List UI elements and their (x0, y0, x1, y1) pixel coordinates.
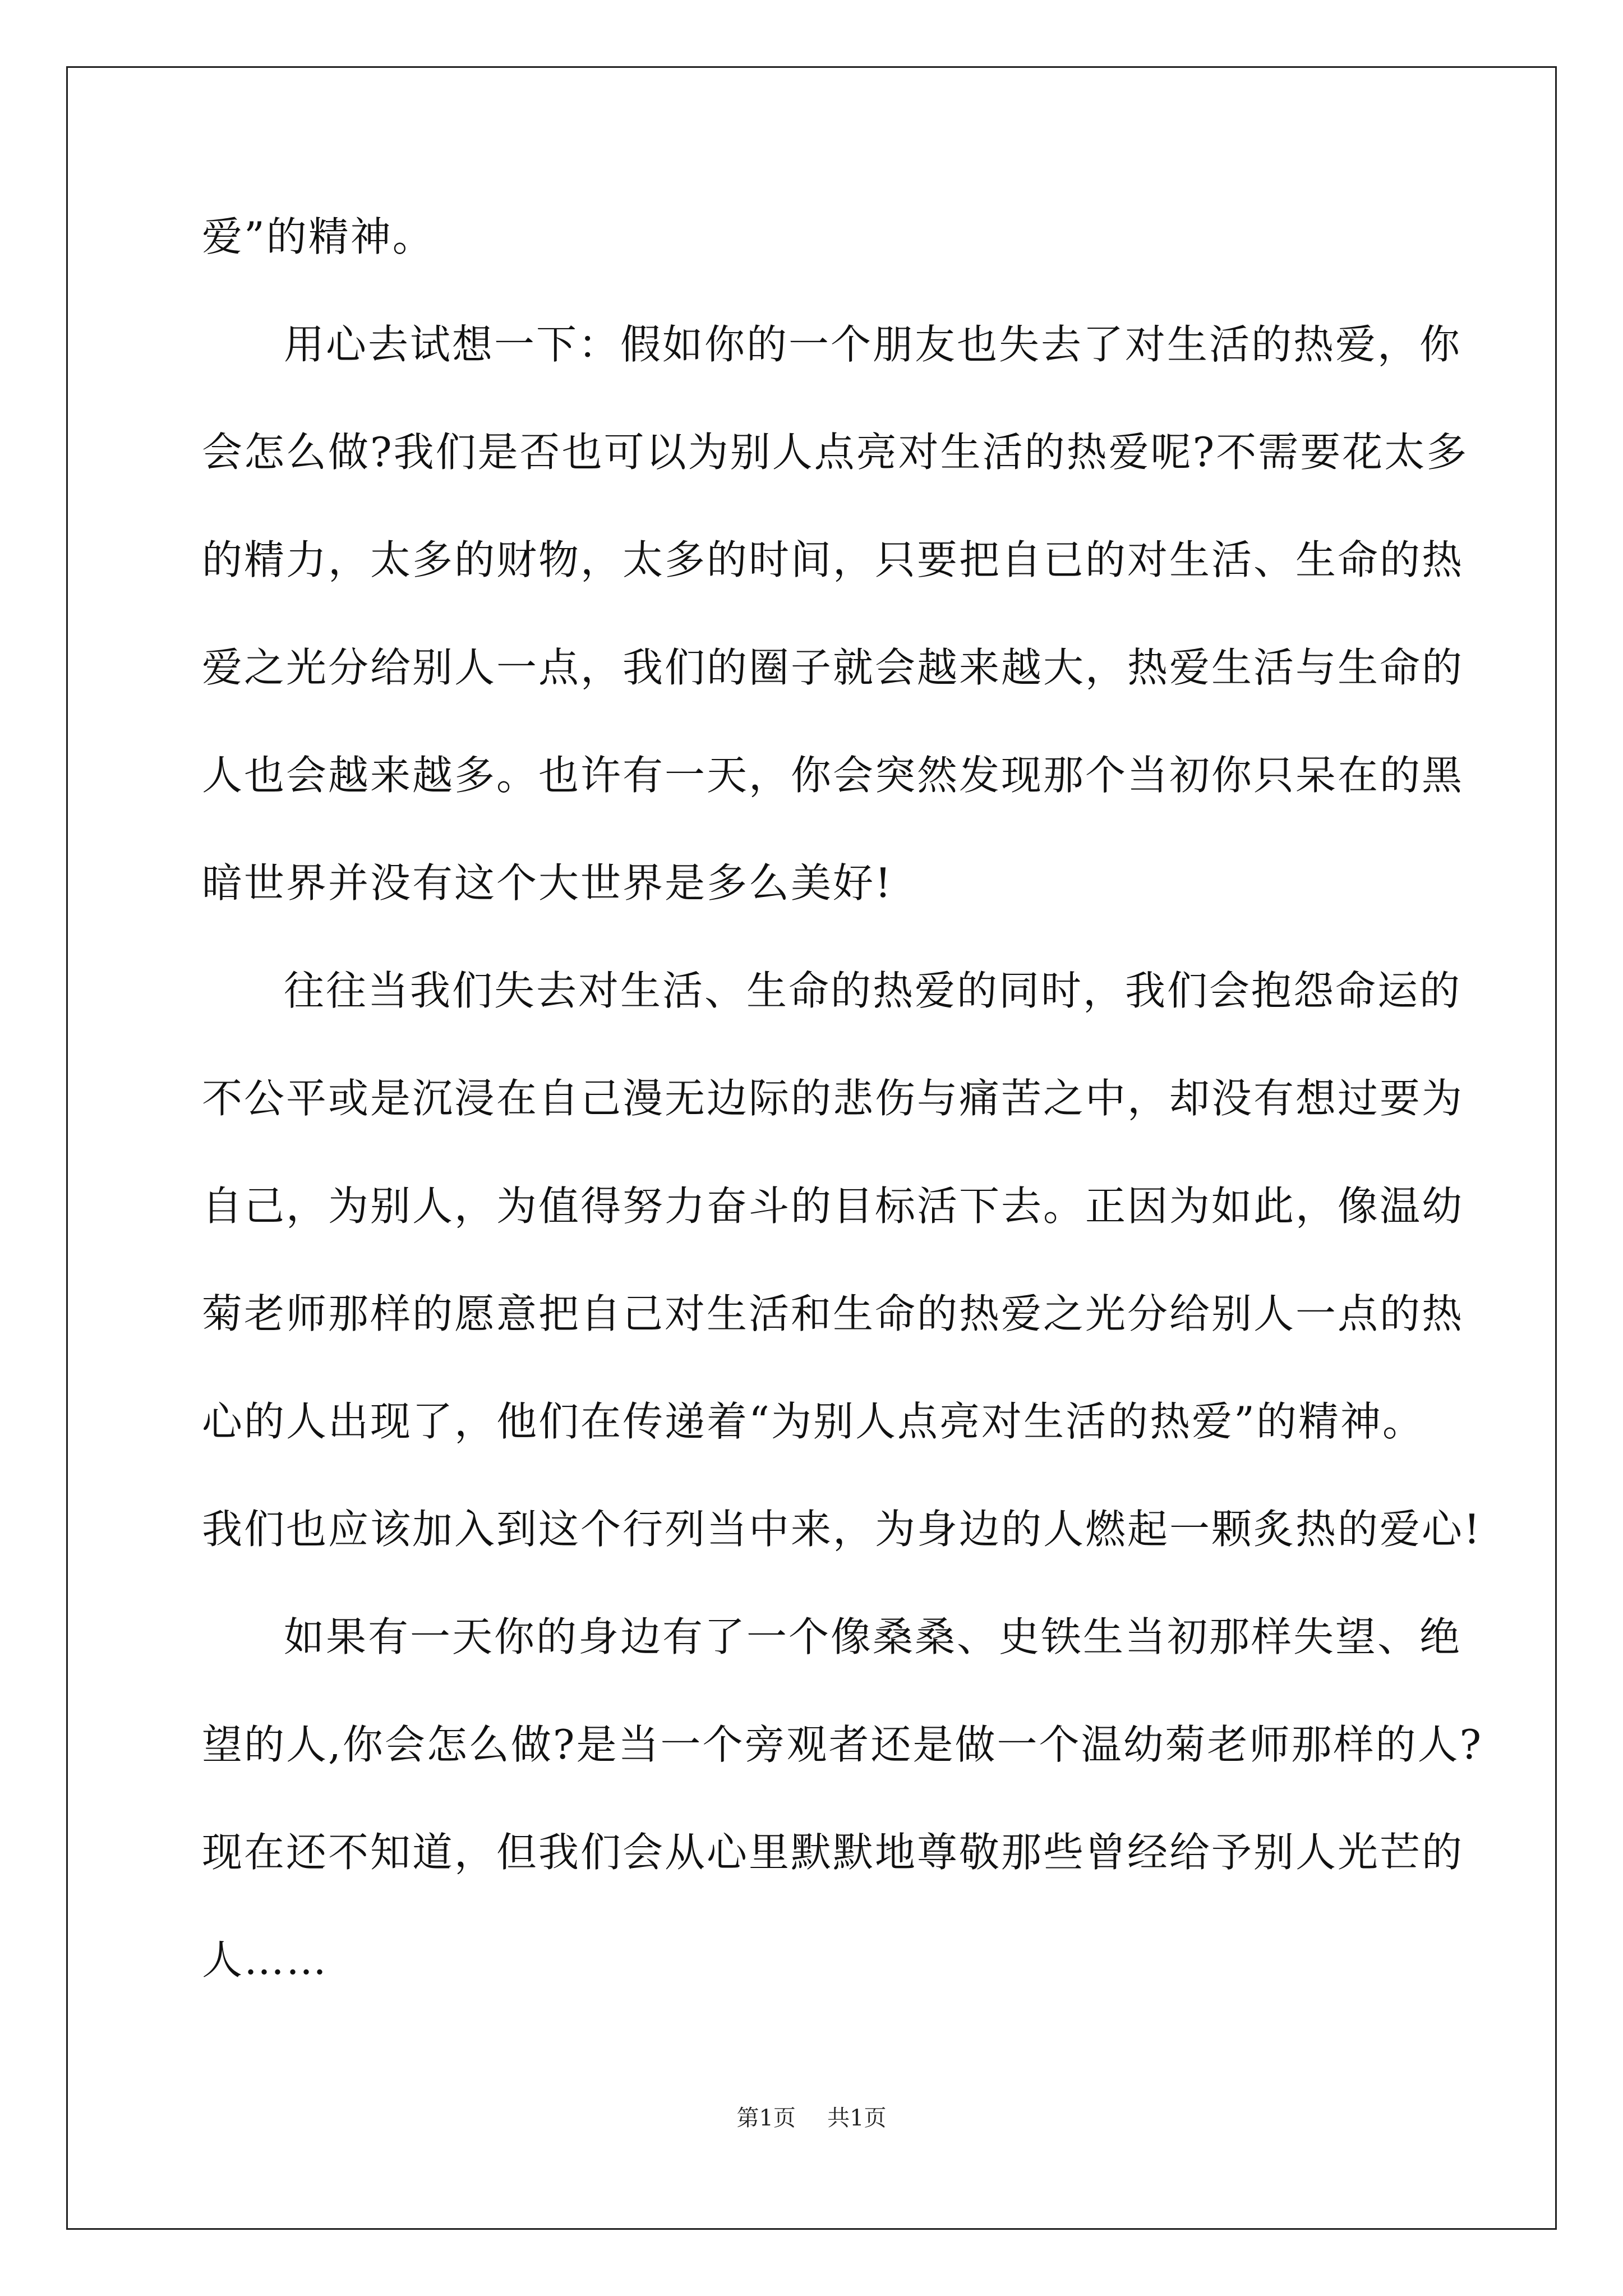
text-line: 自己，为别人，为值得努力奋斗的目标活下去。正因为如此，像温幼 (202, 1182, 1464, 1230)
page-footer (0, 2101, 1623, 2135)
text-line: 爱之光分给别人一点，我们的圈子就会越来越大，热爱生活与生命的 (202, 644, 1464, 691)
paragraph-start-line: 用心去试想一下：假如你的一个朋友也失去了对生活的热爱，你 (284, 321, 1462, 368)
text-line: 菊老师那样的愿意把自己对生活和生命的热爱之光分给别人一点的热 (202, 1290, 1464, 1337)
text-line: 望的人,你会怎么做?是当一个旁观者还是做一个温幼菊老师那样的人? (202, 1721, 1483, 1768)
text-line: 爱”的精神。 (202, 213, 435, 260)
text-line: 心的人出现了，他们在传递着“为别人点亮对生活的热爱”的精神。 (202, 1398, 1424, 1445)
paragraph-start-line: 如果有一天你的身边有了一个像桑桑、史铁生当初那样失望、绝 (284, 1613, 1462, 1660)
page-total: 共1页 (827, 2105, 887, 2131)
text-line: 会怎么做?我们是否也可以为别人点亮对生活的热爱呢?不需要花太多 (202, 429, 1469, 476)
page-number: 第1页 (736, 2105, 796, 2131)
text-line: 人…… (202, 1936, 329, 1984)
text-line: 暗世界并没有这个大世界是多么美好! (202, 859, 893, 907)
text-line: 人也会越来越多。也许有一天，你会突然发现那个当初你只呆在的黑 (202, 752, 1464, 799)
page-border (66, 66, 1557, 2230)
text-line: 不公平或是沉浸在自己漫无边际的悲伤与痛苦之中，却没有想过要为 (202, 1075, 1464, 1122)
text-line: 现在还不知道，但我们会从心里默默地尊敬那些曾经给予别人光芒的 (202, 1829, 1464, 1876)
paragraph-start-line: 往往当我们失去对生活、生命的热爱的同时，我们会抱怨命运的 (284, 967, 1462, 1014)
text-line: 我们也应该加入到这个行列当中来，为身边的人燃起一颗炙热的爱心! (202, 1506, 1482, 1553)
text-line: 的精力，太多的财物，太多的时间，只要把自已的对生活、生命的热 (202, 536, 1464, 583)
